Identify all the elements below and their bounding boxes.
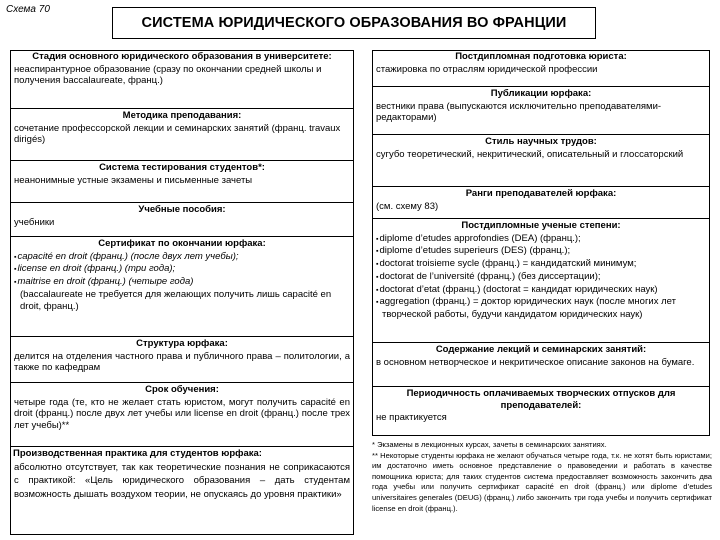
list-item: ▪ license en droit (франц.) (три года); xyxy=(14,263,350,276)
section-stage xyxy=(10,50,354,88)
list-item: ▪ diplome d’etudes approfondies (DEA) (франц.); xyxy=(376,233,706,246)
section-certificate xyxy=(10,236,354,313)
section-postgrad xyxy=(372,50,710,76)
section-heading: Срок обучения: xyxy=(145,384,219,395)
section-heading: Публикации юрфака: xyxy=(490,88,592,99)
page-title: СИСТЕМА ЮРИДИЧЕСКОГО ОБРАЗОВАНИЯ ВО ФРАНЦИИ xyxy=(112,7,596,39)
certificate-list xyxy=(14,251,350,289)
section-style xyxy=(372,134,710,161)
section-content xyxy=(372,342,710,369)
section-heading: Структура юрфака: xyxy=(136,338,228,349)
section-body: в основном нетворческое и некритическое описание законов на бумаге. xyxy=(376,356,695,368)
section-heading: Производственная практика для студентов юрфака: xyxy=(13,448,262,459)
section-body: вестники права (выпускаются исключительно преподавателями-редакторами) xyxy=(376,100,662,124)
section-manuals xyxy=(10,202,354,229)
section-publications xyxy=(372,86,710,125)
left-column xyxy=(10,50,354,535)
section-heading: Стиль научных трудов: xyxy=(485,136,597,147)
section-body: сочетание профессорской лекции и семинарских занятий (франц. travaux dirigés) xyxy=(14,122,341,146)
section-body: четыре года (те, кто не желает стать юристом, могут получить capacité en droit (франц.) после двух лет учебы или license en droit (франц.) после трех лет учебы)** xyxy=(14,396,350,432)
section-body: стажировка по отраслям юридической профессии xyxy=(376,63,598,75)
section-body: учебники xyxy=(14,216,55,228)
section-heading: Постдипломная подготовка юриста: xyxy=(455,51,627,62)
section-heading: Сертификат по окончании юрфака: xyxy=(98,238,266,249)
section-body: неаспирантурное образование (сразу по окончании средней школы и получения baccalaureate, франц.) xyxy=(14,63,322,87)
section-heading: Постдипломные ученые степени: xyxy=(461,220,621,231)
section-heading: Система тестирования студентов*: xyxy=(99,162,265,173)
section-ranks xyxy=(372,186,710,213)
degrees-list xyxy=(376,233,706,322)
list-item: ▪ doctorat troisieme sycle (франц.) = кандидатский минимум; xyxy=(376,258,706,271)
section-heading: Периодичность оплачиваемых творческих отпусков для преподавателей: xyxy=(406,388,676,411)
section-body: абсолютно отсутствует, так как теоретические познания не соприкасаются с практикой: «Цель юридического образования – дать студентам возможность дышать воздухом теории, не опускаясь до уровня практики» xyxy=(14,461,350,500)
list-item: ▪ maitrise en droit (франц.) (четыре года) xyxy=(14,276,350,289)
schema-label: Схема 70 xyxy=(6,4,50,15)
list-item: ▪ diplome d’etudes superieurs (DES) (франц.); xyxy=(376,245,706,258)
footnote-1: * Экзамены в лекционных курсах, зачеты в семинарских занятиях. xyxy=(372,440,607,449)
right-column xyxy=(372,50,710,436)
section-duration xyxy=(10,382,354,433)
footnote-2: ** Некоторые студенты юрфака не желают обучаться четыре года, т.к. не хотят быть юристами; им достаточно иметь основное представление о правоведении и работать в качестве помощника юриста; для таких студентов система предоставляет возможность закончить два года учебы или получить сертификат capacité en droit (франц.) или diplome d’etudes universitaires generales (DEUG) (франц.) либо закончить три года учебы и получить сертификат license en droit (франц.). xyxy=(372,450,712,513)
section-body: делится на отделения частного права и публичного права – политологии, а также по кафедрам xyxy=(14,350,350,374)
section-sabbatical xyxy=(372,386,710,425)
list-item: ▪ doctorat de l’université (франц.) (без диссертации); xyxy=(376,271,706,284)
section-body: сугубо теоретический, некритический, описательный и глоссаторский xyxy=(376,148,684,160)
list-item: ▪ capacité en droit (франц.) (после двух лет учебы); xyxy=(14,251,350,264)
footnotes xyxy=(372,440,712,514)
section-body: неанонимные устные экзамены и письменные зачеты xyxy=(14,174,253,186)
section-body: (см. схему 83) xyxy=(376,200,439,212)
list-item: ▪ aggregation (франц.) = доктор юридических наук (после многих лет творческой работы, будучи кандидатом юридических наук) xyxy=(376,296,706,321)
list-item: ▪ doctorat d’etat (франц.) (doctorat = кандидат юридических наук) xyxy=(376,284,706,297)
section-structure xyxy=(10,336,354,375)
section-heading: Ранги преподавателей юрфака: xyxy=(465,188,617,199)
certificate-note: (baccalaureate не требуется для желающих получить лишь capacité en droit, франц.) xyxy=(20,288,332,312)
section-degrees xyxy=(372,218,710,322)
section-heading: Методика преподавания: xyxy=(122,110,242,121)
section-heading: Содержание лекций и семинарских занятий: xyxy=(435,344,647,355)
section-heading: Стадия основного юридического образования в университете: xyxy=(32,51,332,62)
section-heading: Учебные пособия: xyxy=(138,204,226,215)
section-practice xyxy=(10,446,354,502)
section-method xyxy=(10,108,354,147)
section-testing xyxy=(10,160,354,187)
section-body: не практикуется xyxy=(376,412,447,423)
